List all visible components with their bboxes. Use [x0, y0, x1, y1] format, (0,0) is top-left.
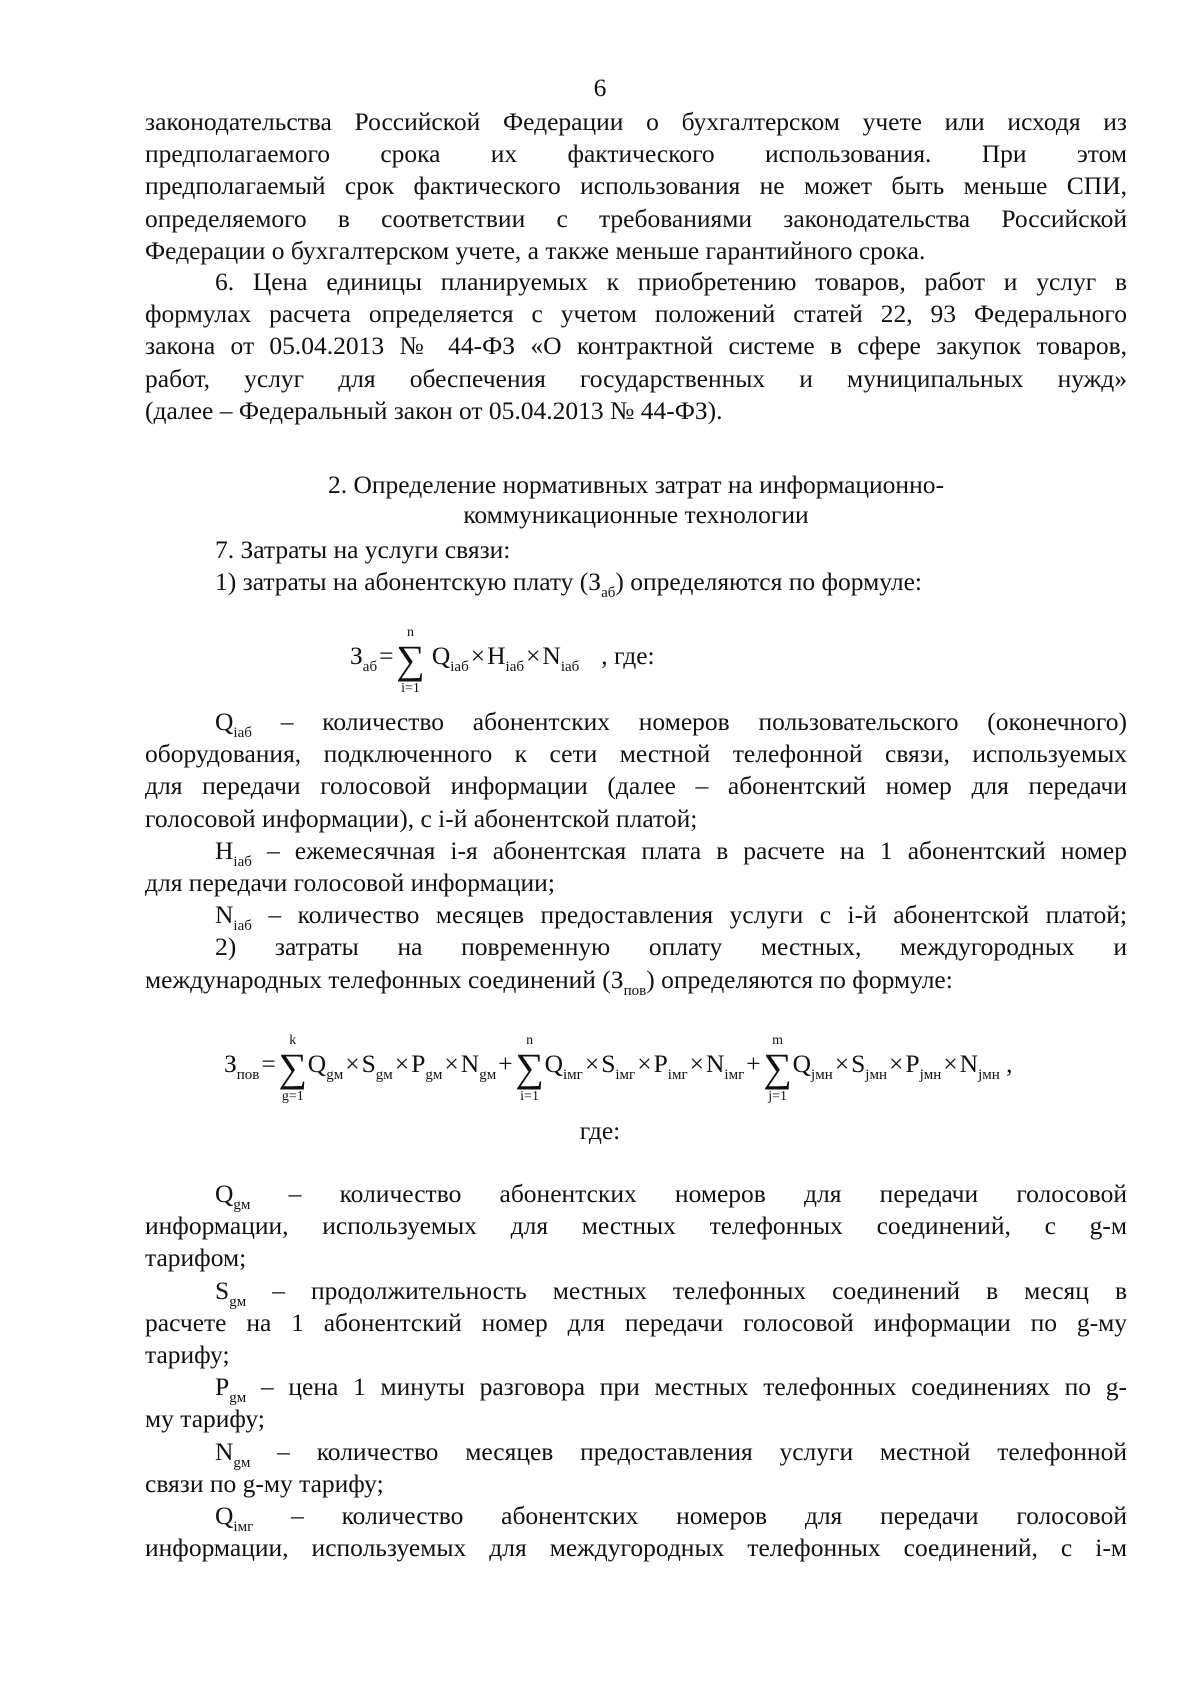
heading-line: 2. Определение нормативных затрат на информационно- — [328, 470, 944, 499]
subscript: gм — [425, 1067, 443, 1083]
text-line: голосовой информации), с i-й абонентской платой; — [145, 803, 698, 833]
text-line: 7. Затраты на услуги связи: — [215, 535, 511, 564]
subscript: gм — [375, 1067, 393, 1083]
sum-lower-limit: j=1 — [768, 1089, 787, 1104]
sum-lower-limit: i=1 — [401, 681, 420, 696]
summation-sign: ∑ n i=1 — [515, 1048, 545, 1088]
definition-line — [145, 1500, 1127, 1535]
formula-where: , где: — [601, 641, 655, 670]
text-line: 2) затраты на повременную оплату местных, междугородных и — [215, 932, 1127, 962]
heading-line: коммуникационные технологии — [463, 500, 809, 529]
formula-symbol: N — [705, 1049, 725, 1078]
formula-symbol: S — [601, 1049, 616, 1078]
multiply-sign: × — [526, 641, 541, 670]
subscript: аб — [601, 585, 616, 602]
text-line: законодательства Российской Федерации о бухгалтерском учете или исходя из — [145, 107, 1127, 136]
text-line: предполагаемого срока их фактического использования. При этом — [145, 139, 1127, 169]
paragraph-item-6 — [145, 266, 1127, 427]
formula-symbol: P — [653, 1049, 668, 1078]
formula-symbol: Q — [215, 707, 234, 736]
sum-upper-limit: k — [289, 1033, 297, 1048]
subscript: iаб — [233, 918, 252, 935]
subscript: gм — [326, 1067, 344, 1083]
formula-symbol: N — [215, 900, 234, 930]
definition-line — [145, 1275, 1127, 1310]
subscript: iмг — [563, 1067, 583, 1083]
definition-line — [145, 1371, 1127, 1407]
formula-subscription-fee — [350, 625, 655, 696]
subscript: gм — [233, 1197, 251, 1213]
text-line: (далее – Федеральный закон от 05.04.2013 № 44-ФЗ). — [145, 395, 723, 425]
text-run: 1) затраты на абонентскую плату (З — [215, 567, 602, 597]
subscript: gм — [229, 1390, 247, 1407]
formula-where: где: — [579, 1116, 621, 1145]
formula-symbol: N — [959, 1049, 979, 1078]
text-line: тарифу; — [145, 1339, 230, 1369]
formula-symbol: S — [851, 1049, 866, 1078]
definition-line — [145, 1178, 1127, 1213]
text-line: предполагаемый срок фактического использования не может быть меньше СПИ, — [145, 171, 1127, 201]
text-line: работ, услуг для обеспечения государственных и муниципальных нужд» — [145, 363, 1127, 393]
multiply-sign: × — [394, 1049, 410, 1078]
subscript: пов — [623, 982, 647, 999]
text-line: закона от 05.04.2013 № 44-ФЗ «О контрактной системе в сфере закупок товаров, — [145, 331, 1127, 361]
subscript: gм — [479, 1067, 497, 1083]
subscript: iмг — [667, 1067, 688, 1083]
plus-sign: + — [746, 1049, 761, 1078]
multiply-sign: × — [584, 1049, 600, 1078]
subscript: iмг — [724, 1067, 745, 1083]
paragraph-continuation — [145, 106, 1127, 267]
text-line: связи по g-му тарифу; — [145, 1468, 384, 1498]
subscript: jмн — [811, 1067, 833, 1083]
subscript: iмг — [615, 1067, 636, 1083]
subscript: jмн — [978, 1067, 1000, 1083]
text-run: – количество абонентских номеров для передачи голосовой — [250, 1179, 1127, 1208]
text-run: ) определяются по формуле: — [615, 567, 922, 597]
formula-symbol: Н — [215, 835, 234, 865]
plus-sign: + — [498, 1049, 513, 1078]
formula-symbol: P — [411, 1049, 426, 1078]
subscript: аб — [362, 659, 378, 675]
text-run: – количество абонентских номеров для передачи голосовой — [253, 1500, 1127, 1530]
text-line: му тарифу; — [145, 1404, 265, 1434]
subscript: jмн — [865, 1067, 887, 1083]
formula-symbol: P — [905, 1049, 920, 1078]
page-number: 6 — [593, 73, 607, 102]
formula-symbol: Q — [215, 1500, 234, 1530]
text-line — [145, 566, 1127, 602]
text-run: – количество месяцев предоставления услуги местной телефонной — [250, 1436, 1127, 1466]
text-line: тарифом; — [145, 1243, 247, 1273]
multiply-sign: × — [345, 1049, 360, 1078]
equals-sign: = — [379, 641, 394, 670]
summation-sign: ∑ n i=1 — [395, 640, 425, 680]
formula-symbol: S — [361, 1049, 376, 1078]
text-run: ) определяются по формуле: — [646, 964, 953, 994]
subscript: iмг — [233, 1518, 254, 1535]
text-line: расчете на 1 абонентский номер для передачи голосовой информации по g-му — [145, 1307, 1127, 1337]
multiply-sign: × — [444, 1049, 459, 1078]
summation-sign: ∑ k g=1 — [278, 1048, 308, 1088]
definitions-formula-2 — [145, 1178, 1127, 1564]
sum-lower-limit: g=1 — [281, 1089, 304, 1104]
multiply-sign: × — [888, 1049, 904, 1078]
text-line: для передачи голосовой информации; — [145, 867, 555, 897]
text-line: для передачи голосовой информации (далее – абонентский номер для передачи — [145, 771, 1127, 801]
text-line: формулах расчета определяется с учетом положений статей 22, 93 Федерального — [145, 299, 1127, 329]
formula-comma: , — [999, 1049, 1013, 1078]
multiply-sign: × — [689, 1049, 704, 1078]
subscript: jмн — [919, 1067, 942, 1083]
sum-lower-limit: i=1 — [520, 1089, 539, 1104]
formula-symbol: Q — [215, 1179, 234, 1208]
text-run: – количество месяцев предоставления услуги с i-й абонентской платой; — [251, 900, 1127, 930]
formula-time-based-payment — [224, 1033, 1013, 1104]
formula-symbol: Q — [307, 1049, 327, 1078]
text-line: определяемого в соответствии с требованиями законодательства Российской — [145, 203, 1127, 233]
multiply-sign: × — [470, 641, 486, 670]
text-line: информации, используемых для местных телефонных соединений, с g-м — [145, 1211, 1127, 1241]
multiply-sign: × — [834, 1049, 850, 1078]
sum-upper-limit: n — [406, 625, 414, 640]
paragraph-item-7 — [145, 534, 1127, 602]
equals-sign: = — [261, 1049, 276, 1078]
formula-symbol: З — [350, 641, 363, 670]
formula-symbol: Q — [792, 1049, 812, 1078]
definition-line — [145, 899, 1127, 935]
subscript: iаб — [560, 659, 580, 675]
subscript: iаб — [233, 853, 252, 870]
text-run: – цена 1 минуты разговора при местных телефонных соединениях по g- — [246, 1372, 1127, 1402]
multiply-sign: × — [943, 1049, 958, 1078]
subscript: gм — [233, 1454, 251, 1471]
subscript: iаб — [505, 659, 525, 675]
definitions-formula-1 — [145, 706, 1127, 999]
formula-symbol: P — [215, 1372, 230, 1402]
sum-upper-limit: n — [526, 1033, 534, 1048]
sum-upper-limit: m — [772, 1033, 784, 1048]
subscript: iаб — [450, 659, 469, 675]
text-run: – продолжительность местных телефонных соединений в месяц в — [246, 1275, 1127, 1305]
subscript: gм — [229, 1293, 247, 1310]
multiply-sign: × — [637, 1049, 652, 1078]
text-line: оборудования, подключенного к сети местной телефонной связи, используемых — [145, 739, 1127, 769]
formula-symbol: N — [460, 1049, 480, 1078]
summation-sign: ∑ m j=1 — [763, 1048, 793, 1088]
formula-symbol: N — [542, 641, 561, 670]
definition-line — [145, 706, 1127, 741]
definition-line — [145, 1436, 1127, 1471]
formula-symbol: Н — [487, 641, 506, 670]
sum-term-intercity — [544, 1049, 745, 1083]
text-run: – количество абонентских номеров пользовательского (оконечного) — [251, 707, 1127, 736]
text-line: информации, используемых для междугородных телефонных соединений, с i-м — [145, 1533, 1127, 1563]
formula-symbol: S — [215, 1275, 230, 1305]
text-line: 6. Цена единицы планируемых к приобретению товаров, работ и услуг в — [215, 267, 1127, 296]
sum-term-international — [792, 1049, 1000, 1083]
text-run: международных телефонных соединений (З — [145, 964, 624, 994]
formula-symbol: Q — [431, 641, 451, 670]
subscript: iаб — [233, 725, 252, 741]
sum-term-local — [307, 1049, 497, 1083]
text-line — [145, 964, 1127, 999]
formula-symbol: N — [215, 1436, 234, 1466]
formula-symbol: З — [224, 1049, 237, 1078]
definition-line — [145, 835, 1127, 870]
subscript: пов — [236, 1067, 260, 1083]
section-heading — [145, 470, 1127, 530]
text-run: – ежемесячная i-я абонентская плата в расчете на 1 абонентский номер — [251, 835, 1127, 865]
formula-symbol: Q — [544, 1049, 563, 1078]
text-line: Федерации о бухгалтерском учете, а также меньше гарантийного срока. — [145, 235, 926, 265]
